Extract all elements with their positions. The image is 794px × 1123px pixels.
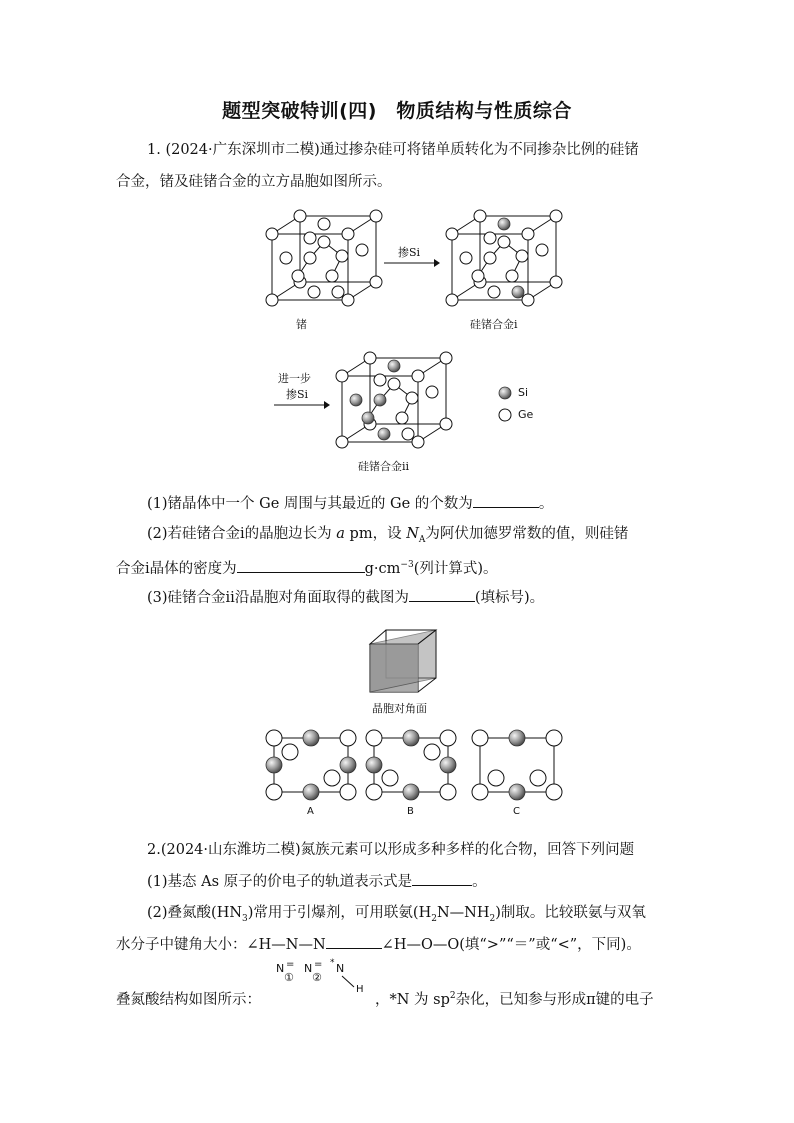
diagonal-plane-figure <box>368 628 440 694</box>
q1-sub2-line2: 合金ⅰ晶体的密度为 $g\cdot cm^{-3}$(列计算式)。 <box>116 555 498 579</box>
q2-sub2-line3: 叠氮酸结构如图所示： ，*N 为 $sp^2$杂化，已知参与形成π键的电子 <box>116 991 654 1008</box>
alloy-i-unit-cell-figure <box>448 210 560 304</box>
q2-sub1: (1)基态 As 原子的价电子的轨道表示式是 。 <box>147 871 487 892</box>
arrow-2 <box>274 400 330 410</box>
option-b-figure <box>366 728 456 800</box>
q1-line2: 合金，锗及硅锗合金的立方晶胞如图所示。 <box>116 174 392 190</box>
legend-si-label: Si <box>518 386 529 399</box>
label-ge: 锗 <box>296 318 307 331</box>
q1-sub1: (1)锗晶体中一个 Ge 周围与其最近的 Ge 的个数为 。 <box>147 493 553 514</box>
arrow2-label-a: 进一步 <box>278 372 311 385</box>
option-a-label: A <box>307 806 314 817</box>
alloy-ii-unit-cell-figure <box>338 352 450 446</box>
hn3-structure: N = ① N = ② * N H <box>276 958 364 995</box>
option-c-figure <box>472 728 562 800</box>
q1-sub2-line1: (2)若硅锗合金ⅰ的晶胞边长为 a pm，设 $N_A$为阿伏加德罗常数的值，则硅锗 <box>147 526 629 545</box>
arrow2-label-b: 掺Si <box>286 388 309 401</box>
legend-ge-icon <box>498 408 512 422</box>
q2-line1: 2.(2024·山东潍坊二模)氮族元素可以形成多种多样的化合物，回答下列问题 <box>147 842 635 858</box>
arrow1-label: 掺Si <box>398 246 421 259</box>
diag-plane-label: 晶胞对角面 <box>372 702 427 715</box>
label-alloy-ii: 硅锗合金ⅱ <box>358 460 410 473</box>
option-b-label: B <box>407 806 414 817</box>
q2-sub2-line2: 水分子中键角大小：∠H—N—N ∠H—O—O(填“>”“＝”或“<”，下同)。 <box>116 934 641 955</box>
legend-ge-label: Ge <box>518 408 534 421</box>
legend-si-icon <box>498 386 512 400</box>
q1-line1: 1. (2024·广东深圳市二模)通过掺杂硅可将锗单质转化为不同掺杂比例的硅锗 <box>147 142 639 158</box>
option-c-label: C <box>513 806 520 817</box>
label-alloy-i: 硅锗合金ⅰ <box>470 318 518 331</box>
option-a-figure <box>266 728 356 800</box>
page-title: 题型突破特训(四) 物质结构与性质综合 <box>222 100 572 122</box>
q2-sub2-line1: (2)叠氮酸$(HN_3)$常用于引爆剂，可用联氨$(H_2N—NH_2)$制取。比较联氨与双氧 <box>147 905 646 924</box>
ge-unit-cell-figure <box>268 210 380 304</box>
q1-sub3: (3)硅锗合金ⅱ沿晶胞对角面取得的截图为 (填标号)。 <box>147 587 544 608</box>
